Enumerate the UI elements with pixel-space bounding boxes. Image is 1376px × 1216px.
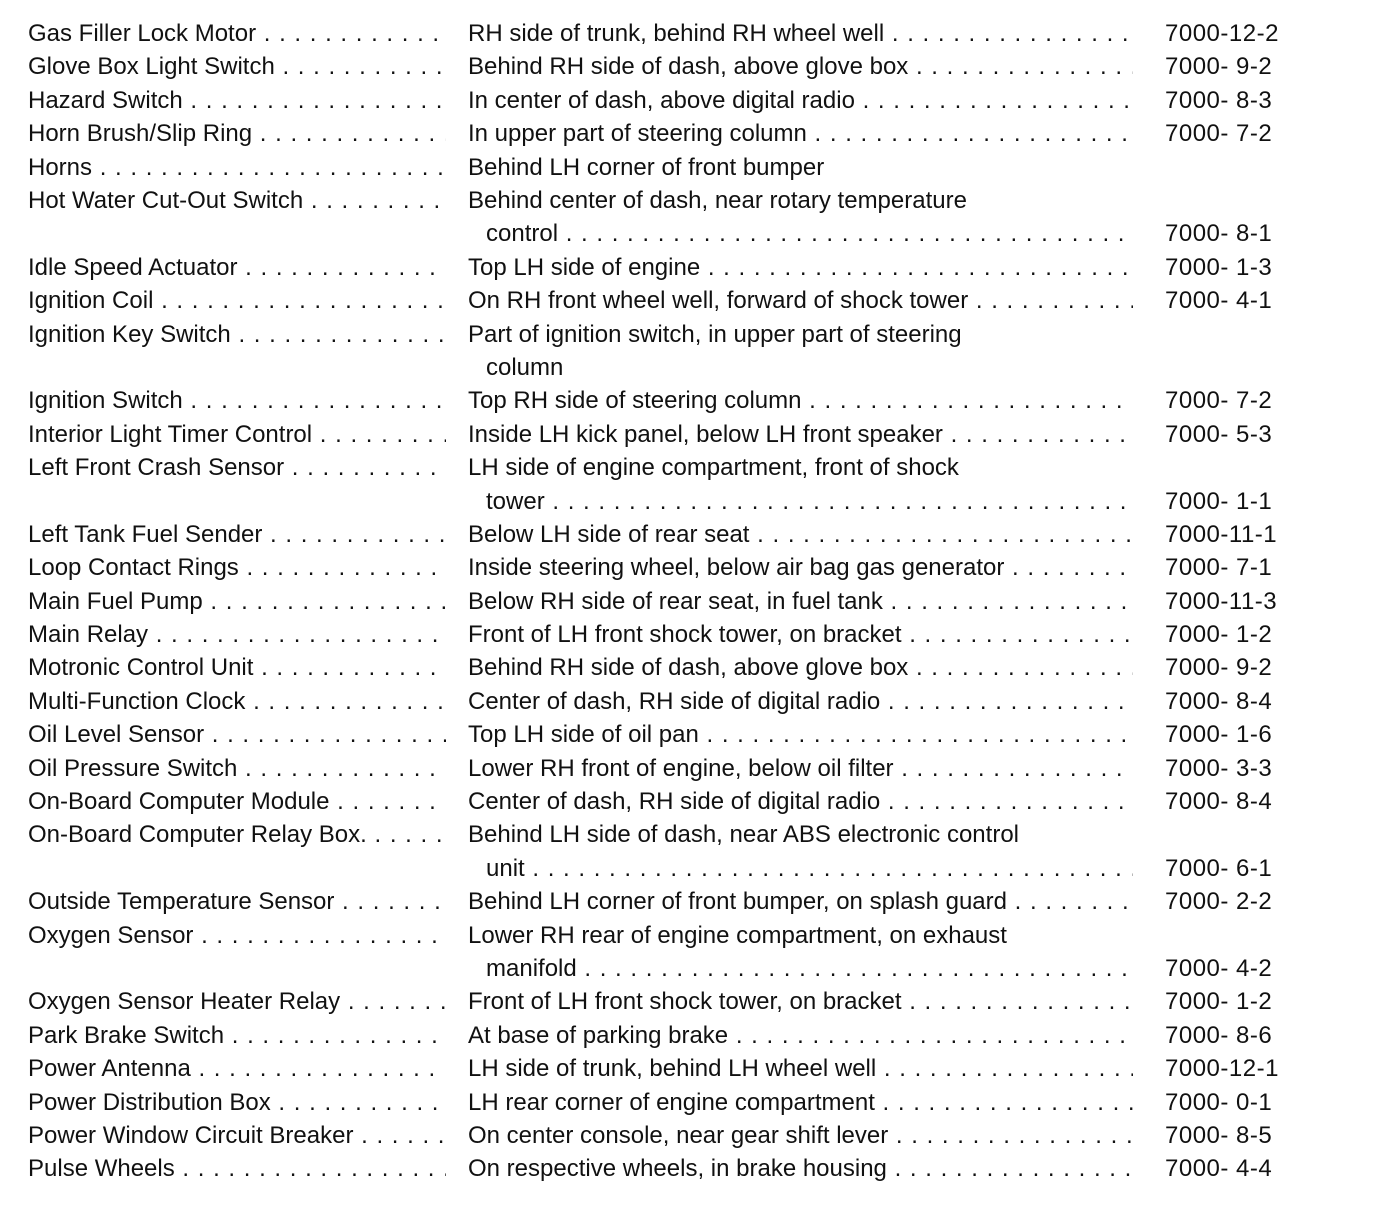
page-reference: 7000-12-2 [1165, 20, 1279, 47]
table-row [28, 518, 1328, 551]
component-name: Ignition Switch . . . [28, 384, 446, 417]
table-row [28, 418, 1328, 451]
page-reference: 7000- 2-2 [1165, 888, 1273, 916]
table-row [28, 785, 1328, 818]
component-location: Front of LH front shock tower, on bracket . . . [468, 618, 1133, 651]
table-row [28, 551, 1328, 584]
component-location: LH rear corner of engine compartment . . . [468, 1086, 1133, 1119]
component-location: On RH front wheel well, forward of shock tower . . . [468, 284, 1133, 317]
component-name: On-Board Computer Relay Box. . . . [28, 818, 446, 851]
table-row [28, 251, 1328, 284]
component-location: Below RH side of rear seat, in fuel tank . . . [468, 585, 1133, 618]
component-name: Gas Filler Lock Motor . . . [28, 17, 446, 50]
component-location: On center console, near gear shift lever . . . [468, 1119, 1133, 1152]
page-reference: 7000- 9-2 [1165, 53, 1273, 81]
component-location: Center of dash, RH side of digital radio . . . [468, 785, 1133, 818]
component-location: On respective wheels, in brake housing . . . [468, 1152, 1133, 1185]
component-location: Inside steering wheel, below air bag gas generator . . . [468, 551, 1133, 584]
component-location: LH side of trunk, behind LH wheel well . . . [468, 1052, 1133, 1085]
component-location: Top LH side of engine . . . [468, 251, 1133, 284]
table-row [28, 17, 1328, 50]
page-reference: 7000- 1-2 [1165, 621, 1273, 649]
component-location: LH side of engine compartment, front of shock [468, 454, 959, 482]
component-location: Front of LH front shock tower, on bracket . . . [468, 985, 1133, 1018]
table-row [28, 718, 1328, 751]
table-row [28, 451, 1328, 518]
component-name: On-Board Computer Module . . . [28, 785, 446, 818]
page-reference: 7000- 1-2 [1165, 988, 1273, 1016]
component-name: Loop Contact Rings . . . [28, 551, 446, 584]
table-row [28, 184, 1328, 251]
component-name: Hazard Switch . . . [28, 84, 446, 117]
page-reference: 7000- 8-3 [1165, 86, 1273, 114]
table-row [28, 885, 1328, 918]
component-location: Behind center of dash, near rotary temperature [468, 186, 967, 214]
component-location: Lower RH rear of engine compartment, on exhaust [468, 921, 1007, 949]
component-name: Glove Box Light Switch . . . [28, 50, 446, 83]
table-row [28, 585, 1328, 618]
component-name: Pulse Wheels . . . [28, 1152, 446, 1185]
table-row [28, 151, 1328, 184]
table-row [28, 1119, 1328, 1152]
table-row [28, 84, 1328, 117]
table-row [28, 1019, 1328, 1052]
table-row [28, 1052, 1328, 1085]
page-reference: 7000- 1-6 [1165, 721, 1273, 749]
table-row [28, 685, 1328, 718]
table-row [28, 1152, 1328, 1185]
page-reference: 7000- 8-6 [1165, 1021, 1273, 1049]
component-name: Horns . . . [28, 151, 446, 184]
component-name: Main Relay . . . [28, 618, 446, 651]
page-reference: 7000- 4-4 [1165, 1155, 1273, 1183]
page-reference: 7000- 1-3 [1165, 253, 1273, 281]
table-row [28, 50, 1328, 83]
page-reference: 7000- 8-5 [1165, 1121, 1273, 1149]
table-row [28, 985, 1328, 1018]
component-location: Behind LH side of dash, near ABS electronic control [468, 821, 1019, 849]
component-location: RH side of trunk, behind RH wheel well . . . [468, 17, 1133, 50]
component-location: Part of ignition switch, in upper part of steering [468, 320, 962, 348]
component-name: Oxygen Sensor Heater Relay . . . [28, 985, 446, 1018]
page-reference: 7000- 4-1 [1165, 287, 1273, 315]
component-name: Multi-Function Clock . . . [28, 685, 446, 718]
component-name: Park Brake Switch . . . [28, 1019, 446, 1052]
component-location-continued: unit . . . [486, 852, 1133, 885]
component-location: Behind LH corner of front bumper [468, 153, 825, 181]
component-location: At base of parking brake . . . [468, 1019, 1133, 1052]
page-reference: 7000-11-3 [1165, 587, 1278, 615]
component-name: Outside Temperature Sensor . . . [28, 885, 446, 918]
component-name: Left Tank Fuel Sender . . . [28, 518, 446, 551]
page-reference: 7000- 8-1 [1165, 220, 1273, 248]
component-name: Ignition Coil . . . [28, 284, 446, 317]
component-location-continued: tower . . . [486, 485, 1133, 518]
table-row [28, 117, 1328, 150]
component-location: Behind RH side of dash, above glove box . . . [468, 50, 1133, 83]
component-name: Motronic Control Unit . . . [28, 651, 446, 684]
table-row [28, 618, 1328, 651]
component-location-continued: control . . . [486, 217, 1133, 250]
component-name: Idle Speed Actuator . . . [28, 251, 446, 284]
component-name: Oil Pressure Switch . . . [28, 752, 446, 785]
table-row [28, 919, 1328, 986]
page-reference: 7000- 1-1 [1165, 487, 1273, 515]
component-location: In center of dash, above digital radio . . . [468, 84, 1133, 117]
component-location-continued: manifold . . . [486, 952, 1133, 985]
table-row [28, 818, 1328, 885]
component-name: Power Antenna . . . [28, 1052, 446, 1085]
component-location: Behind RH side of dash, above glove box . . . [468, 651, 1133, 684]
component-name: Power Window Circuit Breaker . . . [28, 1119, 446, 1152]
component-location: Top LH side of oil pan . . . [468, 718, 1133, 751]
component-location: Lower RH front of engine, below oil filter . . . [468, 752, 1133, 785]
component-name: Hot Water Cut-Out Switch . . . [28, 184, 446, 217]
page-reference: 7000-12-1 [1165, 1055, 1279, 1083]
page-reference: 7000- 9-2 [1165, 654, 1273, 682]
table-row [28, 651, 1328, 684]
page-reference: 7000- 7-2 [1165, 387, 1273, 415]
page-reference: 7000- 3-3 [1165, 754, 1273, 782]
page-reference: 7000- 0-1 [1165, 1088, 1273, 1116]
table-row [28, 384, 1328, 417]
component-location-continued: column [486, 353, 564, 381]
component-location: Inside LH kick panel, below LH front speaker . . . [468, 418, 1133, 451]
component-name: Left Front Crash Sensor . . . [28, 451, 446, 484]
page-reference: 7000- 4-2 [1165, 955, 1273, 982]
component-location-table [28, 17, 1328, 1186]
table-row [28, 1086, 1328, 1119]
component-location: Below LH side of rear seat . . . [468, 518, 1133, 551]
component-location: Top RH side of steering column . . . [468, 384, 1133, 417]
component-name: Main Fuel Pump . . . [28, 585, 446, 618]
page-reference: 7000- 7-2 [1165, 120, 1273, 148]
page-reference: 7000- 8-4 [1165, 788, 1273, 816]
component-name: Oil Level Sensor . . . [28, 718, 446, 751]
page-reference: 7000- 8-4 [1165, 687, 1273, 715]
component-name: Interior Light Timer Control . . . [28, 418, 446, 451]
component-name: Oxygen Sensor . . . [28, 919, 446, 952]
page-reference: 7000- 6-1 [1165, 854, 1273, 882]
component-name: Power Distribution Box . . . [28, 1086, 446, 1119]
component-name: Ignition Key Switch . . . [28, 318, 446, 351]
table-row [28, 284, 1328, 317]
component-location: Behind LH corner of front bumper, on splash guard . . . [468, 885, 1133, 918]
component-location: Center of dash, RH side of digital radio . . . [468, 685, 1133, 718]
component-location: In upper part of steering column . . . [468, 117, 1133, 150]
page-reference: 7000- 7-1 [1165, 554, 1273, 582]
table-row [28, 752, 1328, 785]
page-reference: 7000-11-1 [1165, 520, 1278, 548]
table-row [28, 318, 1328, 385]
component-name: Horn Brush/Slip Ring . . . [28, 117, 446, 150]
page-reference: 7000- 5-3 [1165, 420, 1273, 448]
